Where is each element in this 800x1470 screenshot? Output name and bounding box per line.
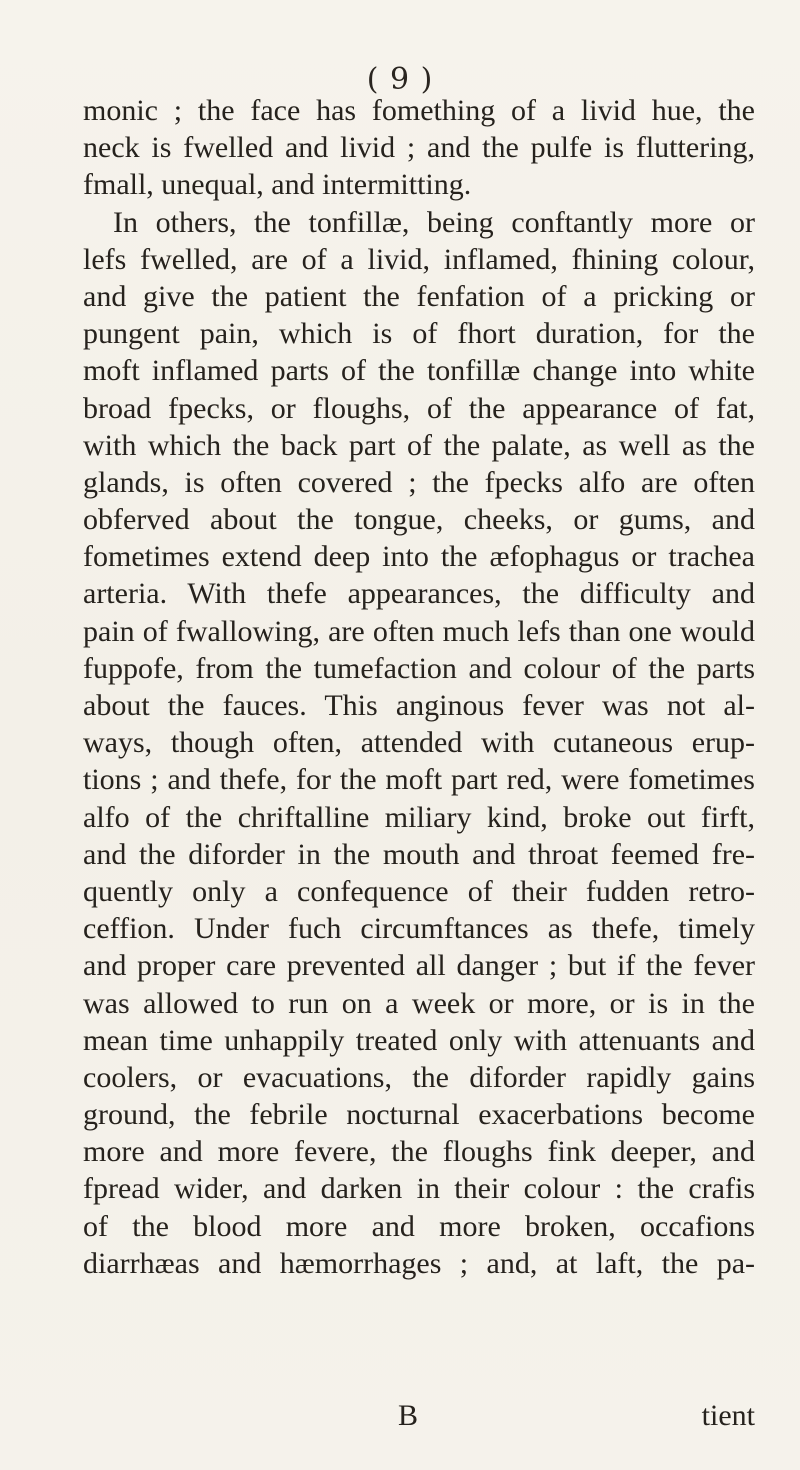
text-line: lefs fwelled, are of a livid, inflamed, fhining colour, [83,242,755,276]
text-line: and give the patient the fenfation of a pricking or [83,279,755,313]
text-line: mean time unhappily treated only with attenuants and [83,1023,755,1057]
text-line: with which the back part of the palate, as well as the [83,428,755,462]
catchword: tient [701,1399,755,1432]
signature-mark: B [398,1399,419,1432]
text-line: pungent pain, which is of fhort duration, for the [83,317,755,351]
text-line: and the diforder in the mouth and throat feemed fre- [83,837,755,871]
text-line: and proper care prevented all danger ; but if the fever [83,949,755,983]
text-line: of the blood more and more broken, occafions [83,1209,755,1243]
text-line: fmall, unequal, and intermitting. [83,168,472,202]
text-line: ground, the febrile nocturnal exacerbations become [83,1098,755,1132]
text-line: fometimes extend deep into the æfophagus or trachea [83,540,755,574]
page-number: ( 9 ) [366,62,434,97]
text-line: monic ; the face has fomething of a livid hue, the [83,94,755,127]
text-line: more and more fevere, the floughs fink deeper, and [83,1135,755,1169]
text-line: fuppofe, from the tumefaction and colour of the parts [83,651,755,685]
text-line: fpread wider, and darken in their colour : the crafis [83,1172,755,1206]
text-line: was allowed to run on a week or more, or is in the [83,986,755,1020]
text-line: arteria. With thefe appearances, the difficulty and [83,577,755,611]
text-line: glands, is often covered ; the fpecks alfo are often [83,465,755,499]
text-line: neck is fwelled and livid ; and the pulfe is fluttering, [83,131,755,165]
text-line: diarrhæas and hæmorrhages ; and, at laft, the pa- [83,1246,755,1280]
text-line: coolers, or evacuations, the diforder rapidly gains [83,1060,755,1094]
text-line: ceffion. Under fuch circumftances as thefe, timely [83,912,755,946]
body-text [83,92,755,1282]
text-line: about the fauces. This anginous fever was not al- [83,689,755,722]
text-line: quently only a confequence of their fudden retro- [83,874,755,908]
text-line: obferved about the tongue, cheeks, or gums, and [83,503,755,537]
text-line: moft inflamed parts of the tonfillæ change into white [83,354,755,388]
text-line: broad fpecks, or floughs, of the appearance of fat, [83,391,755,425]
text-line: ways, though often, attended with cutaneous erup- [83,726,755,760]
text-line: tions ; and thefe, for the moft part red, were fometimes [83,763,755,797]
page-footer [0,1399,800,1439]
text-line: alfo of the chriftalline miliary kind, broke out firft, [83,800,755,834]
text-line: pain of fwallowing, are often much lefs than one would [83,614,755,648]
text-line: In others, the tonfillæ, being conftantly more or [113,205,755,239]
